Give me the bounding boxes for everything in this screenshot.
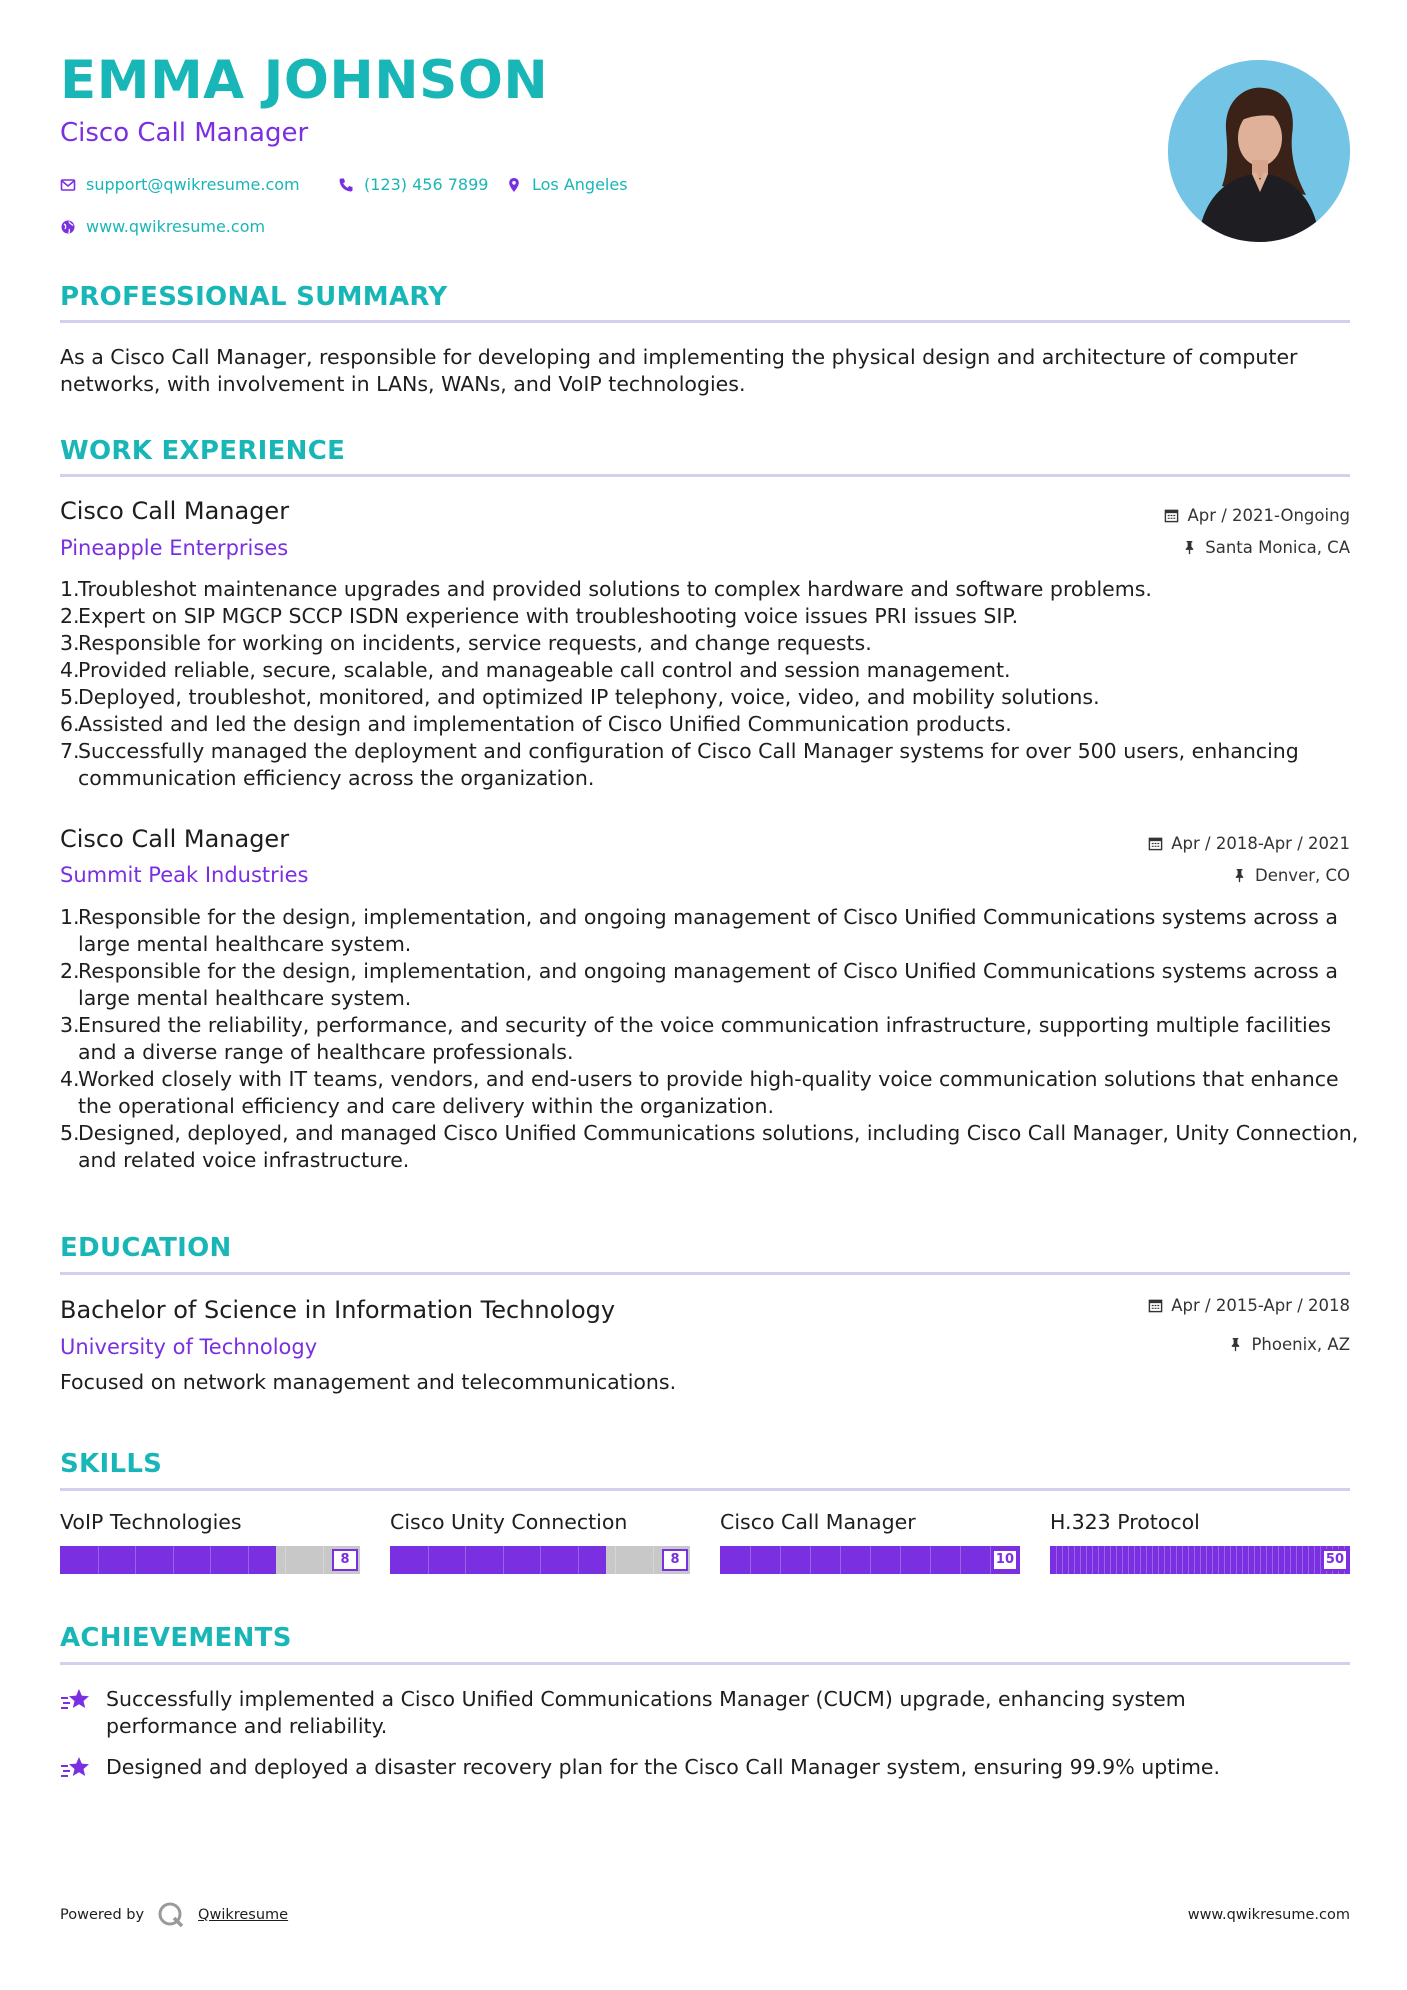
skill-bar-segment (840, 1546, 841, 1574)
job-title: Cisco Call Manager (60, 497, 290, 525)
skill-level-badge: 8 (332, 1549, 358, 1571)
skill-bar-segment (1194, 1546, 1195, 1574)
skill-bar-segment (1068, 1546, 1069, 1574)
skill-bar-segment (98, 1546, 99, 1574)
job-dates-text: Apr / 2021-Ongoing (1187, 506, 1350, 525)
skill-level-badge: 50 (1322, 1549, 1348, 1571)
shooting-star-icon (60, 1754, 92, 1782)
globe-icon (60, 219, 76, 235)
skill-bar-segment (1236, 1546, 1237, 1574)
skill-level-badge: 8 (662, 1549, 688, 1571)
job-dates (1148, 834, 1350, 853)
candidate-headline: Cisco Call Manager (60, 118, 309, 148)
skill-bar-segment (1182, 1546, 1183, 1574)
skill-bar-segment (780, 1546, 781, 1574)
skill-bar-segment (323, 1546, 324, 1574)
list-item: Expert on SIP MGCP SCCP ISDN experience with troubleshooting voice issues PRI issues SIP. (78, 604, 1019, 628)
contact-location (506, 175, 628, 194)
skill-bar-segment (1242, 1546, 1243, 1574)
candidate-name: EMMA JOHNSON (60, 50, 549, 111)
skill-bar-segment (1170, 1546, 1171, 1574)
job-responsibilities (60, 576, 1368, 792)
skill-bar-segment (1146, 1546, 1147, 1574)
pushpin-icon (1228, 1337, 1243, 1352)
profile-photo (1168, 60, 1350, 242)
skill-bar-segment (465, 1546, 466, 1574)
skill-item (390, 1510, 690, 1574)
skill-label: Cisco Unity Connection (390, 1510, 628, 1534)
education-dates-text: Apr / 2015-Apr / 2018 (1171, 1296, 1350, 1315)
skill-bar-segment (1110, 1546, 1111, 1574)
skill-bar-segment (1158, 1546, 1159, 1574)
skill-bar-segment (1164, 1546, 1165, 1574)
calendar-icon (1164, 508, 1179, 523)
skill-level-badge: 10 (992, 1549, 1018, 1571)
skill-bar-segment (810, 1546, 811, 1574)
skill-bar-segment (960, 1546, 961, 1574)
qwikresume-logo-icon (156, 1900, 186, 1930)
skill-bar-segment (1200, 1546, 1201, 1574)
education-location (1228, 1335, 1350, 1354)
skill-bar-segment (540, 1546, 541, 1574)
phone-icon (338, 177, 354, 193)
skill-label: Cisco Call Manager (720, 1510, 916, 1534)
skill-bar-segment (1218, 1546, 1219, 1574)
skill-bar-segment (1224, 1546, 1225, 1574)
skill-bar-segment (285, 1546, 286, 1574)
skill-bar-segment (1098, 1546, 1099, 1574)
list-item: Successfully managed the deployment and configuration of Cisco Call Manager systems for over 500 users, enhancing communication efficiency across the organization. (78, 739, 1299, 790)
skill-bar-segment (1188, 1546, 1189, 1574)
map-pin-icon (506, 177, 522, 193)
skill-bar-segment (1260, 1546, 1261, 1574)
skill-item (720, 1510, 1020, 1574)
skill-bar-segment (1308, 1546, 1309, 1574)
envelope-icon (60, 177, 76, 193)
skill-bar-fill (390, 1546, 606, 1574)
skill-bar-segment (1278, 1546, 1279, 1574)
skill-bar-segment (1104, 1546, 1105, 1574)
skill-bar (720, 1546, 1020, 1574)
skill-label: VoIP Technologies (60, 1510, 242, 1534)
summary-text: As a Cisco Call Manager, responsible for developing and implementing the physical design and architecture of computer networks, with involvement in LANs, WANs, and VoIP technologies. (60, 345, 1298, 396)
job-location-text: Denver, CO (1254, 866, 1350, 885)
contact-email[interactable] (60, 175, 300, 194)
degree-title: Bachelor of Science in Information Technology (60, 1296, 616, 1324)
skill-bar-segment (870, 1546, 871, 1574)
footer-powered-by (60, 1900, 288, 1930)
education-divider (60, 1272, 1350, 1275)
website-text: www.qwikresume.com (86, 217, 266, 236)
skill-bar-segment (1062, 1546, 1063, 1574)
skills-divider (60, 1488, 1350, 1491)
skill-bar-segment (615, 1546, 616, 1574)
skill-bar-segment (1290, 1546, 1291, 1574)
skill-bar (390, 1546, 690, 1574)
skill-bar-segment (900, 1546, 901, 1574)
achievements-heading: ACHIEVEMENTS (60, 1623, 292, 1653)
education-heading: EDUCATION (60, 1233, 232, 1263)
skill-bar-segment (930, 1546, 931, 1574)
summary-divider (60, 320, 1350, 323)
skill-bar-segment (1230, 1546, 1231, 1574)
job-dates (1164, 506, 1350, 525)
footer-website[interactable]: www.qwikresume.com (1187, 1907, 1350, 1923)
list-item: Designed, deployed, and managed Cisco Unified Communications solutions, including Cisco Call Manager, Unity Connection, and related voice infrastructure. (78, 1121, 1359, 1172)
job-company: Summit Peak Industries (60, 863, 309, 887)
skill-bar-segment (1302, 1546, 1303, 1574)
job-company: Pineapple Enterprises (60, 536, 289, 560)
skill-bar-segment (990, 1546, 991, 1574)
skill-item (60, 1510, 360, 1574)
skill-bar-segment (1314, 1546, 1315, 1574)
list-item: Provided reliable, secure, scalable, and manageable call control and session management. (78, 658, 1011, 682)
achievement-text: Designed and deployed a disaster recovery plan for the Cisco Call Manager system, ensuring 99.9% uptime. (106, 1755, 1221, 1779)
qwikresume-link[interactable]: Qwikresume (198, 1907, 289, 1923)
powered-by-text: Powered by (60, 1907, 145, 1923)
skill-bar-segment (1080, 1546, 1081, 1574)
calendar-icon (1148, 1298, 1163, 1313)
job-responsibilities (60, 904, 1368, 1174)
pushpin-icon (1182, 540, 1197, 555)
job-location (1182, 538, 1350, 557)
skill-bar-segment (1266, 1546, 1267, 1574)
skill-bar-segment (1092, 1546, 1093, 1574)
contact-website[interactable] (60, 217, 265, 236)
skill-bar-segment (1134, 1546, 1135, 1574)
achievement-item (60, 1754, 1350, 1782)
list-item: Responsible for the design, implementation, and ongoing management of Cisco Unified Communications systems across a large mental healthcare system. (78, 959, 1338, 1010)
list-item: Ensured the reliability, performance, and security of the voice communication infrastructure, supporting multiple facilities and a diverse range of healthcare professionals. (78, 1013, 1332, 1064)
experience-heading: WORK EXPERIENCE (60, 436, 346, 466)
experience-divider (60, 474, 1350, 477)
skill-bar-segment (503, 1546, 504, 1574)
skill-label: H.323 Protocol (1050, 1510, 1200, 1534)
pushpin-icon (1232, 868, 1247, 883)
skill-bar-segment (1140, 1546, 1141, 1574)
skill-bar (60, 1546, 360, 1574)
skill-bar-segment (1296, 1546, 1297, 1574)
skill-bar-segment (248, 1546, 249, 1574)
skill-bar-segment (210, 1546, 211, 1574)
job-title: Cisco Call Manager (60, 825, 290, 853)
list-item: Troubleshot maintenance upgrades and provided solutions to complex hardware and software problems. (78, 577, 1152, 601)
skill-bar-fill (60, 1546, 276, 1574)
skill-bar-segment (135, 1546, 136, 1574)
achievement-item (60, 1686, 1350, 1740)
skill-bar-segment (1086, 1546, 1087, 1574)
skill-bar-segment (1206, 1546, 1207, 1574)
skill-bar-segment (1320, 1546, 1321, 1574)
skill-bar-segment (173, 1546, 174, 1574)
school-name: University of Technology (60, 1335, 318, 1359)
skill-item (1050, 1510, 1350, 1574)
skill-bar (1050, 1546, 1350, 1574)
skill-bar-segment (1176, 1546, 1177, 1574)
skill-bar-segment (1284, 1546, 1285, 1574)
list-item: Assisted and led the design and implementation of Cisco Unified Communication products. (78, 712, 1012, 736)
list-item: Responsible for working on incidents, service requests, and change requests. (78, 631, 872, 655)
skill-bar-segment (1272, 1546, 1273, 1574)
job-location (1232, 866, 1350, 885)
list-item: Worked closely with IT teams, vendors, and end-users to provide high-quality voice communication solutions that enhance the operational efficiency and care delivery within the organization. (78, 1067, 1339, 1118)
skill-bar-segment (1212, 1546, 1213, 1574)
email-text: support@qwikresume.com (86, 175, 300, 194)
education-description: Focused on network management and telecommunications. (60, 1370, 677, 1394)
skill-bar-segment (1254, 1546, 1255, 1574)
skill-bar-segment (1116, 1546, 1117, 1574)
skill-bar-segment (750, 1546, 751, 1574)
skill-bar-segment (1248, 1546, 1249, 1574)
skill-bar-segment (1128, 1546, 1129, 1574)
summary-heading: PROFESSIONAL SUMMARY (60, 282, 448, 312)
skill-bar-segment (578, 1546, 579, 1574)
job-dates-text: Apr / 2018-Apr / 2021 (1171, 834, 1350, 853)
shooting-star-icon (60, 1686, 92, 1714)
calendar-icon (1148, 836, 1163, 851)
list-item: Responsible for the design, implementation, and ongoing management of Cisco Unified Communications systems across a large mental healthcare system. (78, 905, 1338, 956)
skill-bar-segment (1074, 1546, 1075, 1574)
contact-phone[interactable] (338, 175, 488, 194)
achievements-divider (60, 1662, 1350, 1665)
phone-text: (123) 456 7899 (364, 175, 489, 194)
skill-bar-segment (428, 1546, 429, 1574)
person-portrait-icon (1168, 60, 1350, 242)
skill-bar-segment (653, 1546, 654, 1574)
skill-bar-segment (1152, 1546, 1153, 1574)
list-item: Deployed, troubleshot, monitored, and optimized IP telephony, voice, video, and mobility solutions. (78, 685, 1100, 709)
achievement-text: Successfully implemented a Cisco Unified Communications Manager (CUCM) upgrade, enhancing system performance and reliability. (106, 1687, 1186, 1738)
skills-heading: SKILLS (60, 1449, 163, 1479)
education-dates (1148, 1296, 1350, 1315)
skill-bar-segment (1056, 1546, 1057, 1574)
location-text: Los Angeles (532, 175, 628, 194)
job-location-text: Santa Monica, CA (1205, 538, 1350, 557)
skill-bar-segment (1122, 1546, 1123, 1574)
education-location-text: Phoenix, AZ (1251, 1335, 1350, 1354)
